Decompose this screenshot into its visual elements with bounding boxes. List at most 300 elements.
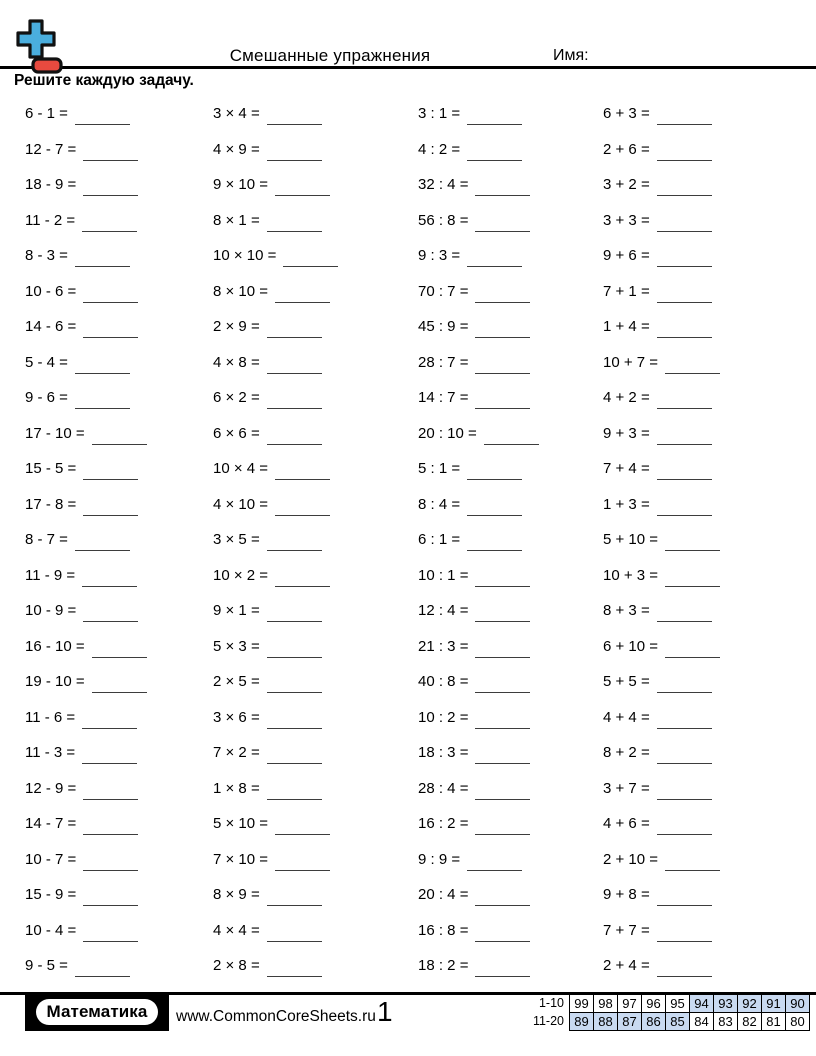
problem-cell (603, 913, 720, 949)
problem-cell (25, 132, 147, 168)
problem-expression: 10 × 2 = (213, 566, 269, 584)
problem-expression: 14 - 7 = (25, 815, 77, 833)
answer-blank[interactable] (267, 787, 322, 800)
problem-cell (603, 735, 720, 771)
answer-blank[interactable] (475, 964, 530, 977)
answer-blank[interactable] (83, 609, 138, 622)
problem-expression: 10 - 6 = (25, 282, 77, 300)
problem-cell (603, 238, 720, 274)
problem-cell (603, 771, 720, 807)
problem-expression: 16 : 2 = (418, 815, 469, 833)
answer-blank[interactable] (475, 574, 530, 587)
problem-expression: 18 - 9 = (25, 176, 77, 194)
problem-column-multiplication (213, 96, 338, 984)
problem-expression: 1 × 8 = (213, 779, 260, 797)
problem-expression: 5 × 3 = (213, 637, 260, 655)
problem-cell (603, 380, 720, 416)
problem-cell (213, 948, 338, 984)
score-cell: 91 (762, 995, 786, 1013)
problem-expression: 1 + 4 = (603, 318, 650, 336)
problem-cell (418, 238, 539, 274)
problem-cell (603, 948, 720, 984)
problem-cell (25, 771, 147, 807)
answer-blank[interactable] (83, 787, 138, 800)
problem-cell (418, 842, 539, 878)
problem-column-division (418, 96, 539, 984)
problem-expression: 14 : 7 = (418, 389, 469, 407)
answer-blank[interactable] (267, 112, 322, 125)
problem-expression: 3 × 5 = (213, 531, 260, 549)
problem-expression: 40 : 8 = (418, 673, 469, 691)
problem-expression: 10 + 7 = (603, 353, 659, 371)
problem-cell (25, 948, 147, 984)
problem-expression: 21 : 3 = (418, 637, 469, 655)
problem-cell (213, 238, 338, 274)
problem-cell (418, 345, 539, 381)
problem-cell (418, 487, 539, 523)
answer-blank[interactable] (83, 893, 138, 906)
problem-expression: 9 - 5 = (25, 957, 68, 975)
problem-expression: 15 - 9 = (25, 886, 77, 904)
answer-blank[interactable] (475, 893, 530, 906)
problem-expression: 4 : 2 = (418, 140, 461, 158)
problem-cell (418, 806, 539, 842)
problem-cell (213, 593, 338, 629)
answer-blank[interactable] (283, 254, 338, 267)
problem-expression: 8 + 2 = (603, 744, 650, 762)
answer-blank[interactable] (657, 432, 712, 445)
answer-blank[interactable] (275, 858, 330, 871)
problem-expression: 1 + 3 = (603, 495, 650, 513)
problem-cell (418, 948, 539, 984)
problem-expression: 9 × 1 = (213, 602, 260, 620)
problem-cell (25, 203, 147, 239)
answer-blank[interactable] (475, 219, 530, 232)
answer-blank[interactable] (467, 254, 522, 267)
problem-expression: 2 × 5 = (213, 673, 260, 691)
problem-cell (213, 522, 338, 558)
answer-blank[interactable] (475, 929, 530, 942)
minus-icon (33, 59, 61, 72)
problem-cell (25, 416, 147, 452)
problem-expression: 19 - 10 = (25, 673, 85, 691)
answer-blank[interactable] (475, 290, 530, 303)
answer-blank[interactable] (267, 716, 322, 729)
answer-blank[interactable] (467, 112, 522, 125)
problem-expression: 2 × 8 = (213, 957, 260, 975)
problem-expression: 10 × 10 = (213, 247, 277, 265)
problem-expression: 6 × 2 = (213, 389, 260, 407)
problem-expression: 9 + 3 = (603, 424, 650, 442)
answer-blank[interactable] (475, 645, 530, 658)
problem-expression: 9 × 10 = (213, 176, 269, 194)
problem-cell (603, 274, 720, 310)
answer-blank[interactable] (657, 396, 712, 409)
problem-expression: 6 × 6 = (213, 424, 260, 442)
problem-cell (25, 380, 147, 416)
problem-expression: 4 + 6 = (603, 815, 650, 833)
answer-blank[interactable] (75, 964, 130, 977)
problem-cell (603, 345, 720, 381)
problem-expression: 8 × 9 = (213, 886, 260, 904)
score-row-label: 11-20 (532, 1014, 564, 1028)
page-number: 1 (377, 996, 393, 1027)
problem-cell (418, 735, 539, 771)
answer-blank[interactable] (92, 645, 147, 658)
answer-blank[interactable] (275, 503, 330, 516)
answer-blank[interactable] (92, 432, 147, 445)
brand-box (25, 992, 169, 1031)
problem-cell (25, 913, 147, 949)
problem-expression: 11 - 3 = (25, 744, 76, 762)
answer-blank[interactable] (665, 645, 720, 658)
answer-blank[interactable] (267, 964, 322, 977)
problem-expression: 7 + 4 = (603, 460, 650, 478)
problem-expression: 3 + 3 = (603, 211, 650, 229)
problem-expression: 14 - 6 = (25, 318, 77, 336)
problem-cell (213, 487, 338, 523)
problem-cell (418, 700, 539, 736)
problem-expression: 2 + 4 = (603, 957, 650, 975)
score-cell: 95 (666, 995, 690, 1013)
answer-blank[interactable] (657, 716, 712, 729)
problems-grid (0, 96, 816, 984)
page-title: Смешанные упражнения (229, 46, 431, 65)
problem-cell (25, 167, 147, 203)
problem-column-addition (603, 96, 720, 984)
problem-expression: 6 : 1 = (418, 531, 461, 549)
problem-expression: 3 + 2 = (603, 176, 650, 194)
answer-blank[interactable] (467, 467, 522, 480)
answer-blank[interactable] (83, 858, 138, 871)
score-cell: 87 (618, 1013, 642, 1031)
problem-cell (213, 345, 338, 381)
problem-cell (213, 416, 338, 452)
problem-cell (213, 806, 338, 842)
problem-expression: 6 + 3 = (603, 105, 650, 123)
problem-expression: 20 : 10 = (418, 424, 477, 442)
answer-blank[interactable] (92, 680, 147, 693)
problem-expression: 12 - 7 = (25, 140, 77, 158)
answer-blank[interactable] (83, 325, 138, 338)
problem-cell (418, 167, 539, 203)
problem-expression: 12 : 4 = (418, 602, 469, 620)
answer-blank[interactable] (275, 183, 330, 196)
problem-expression: 8 - 3 = (25, 247, 68, 265)
problem-expression: 10 + 3 = (603, 566, 659, 584)
problem-cell (603, 629, 720, 665)
answer-blank[interactable] (467, 148, 522, 161)
answer-blank[interactable] (267, 645, 322, 658)
answer-blank[interactable] (267, 751, 322, 764)
problem-cell (418, 96, 539, 132)
answer-blank[interactable] (475, 361, 530, 374)
problem-expression: 11 - 2 = (25, 211, 76, 229)
score-cell: 84 (690, 1013, 714, 1031)
answer-blank[interactable] (475, 325, 530, 338)
answer-blank[interactable] (83, 148, 138, 161)
problem-expression: 18 : 2 = (418, 957, 469, 975)
problem-cell (603, 877, 720, 913)
answer-blank[interactable] (267, 538, 322, 551)
problem-cell (603, 309, 720, 345)
answer-blank[interactable] (267, 396, 322, 409)
problem-cell (213, 735, 338, 771)
score-cell: 80 (786, 1013, 810, 1031)
problem-cell (25, 522, 147, 558)
name-label: Имя: (553, 47, 589, 64)
problem-cell (25, 96, 147, 132)
answer-blank[interactable] (657, 787, 712, 800)
answer-blank[interactable] (475, 609, 530, 622)
plus-minus-logo-icon (13, 18, 63, 78)
answer-blank[interactable] (82, 751, 137, 764)
answer-blank[interactable] (475, 396, 530, 409)
answer-blank[interactable] (665, 538, 720, 551)
problem-expression: 12 - 9 = (25, 779, 77, 797)
answer-blank[interactable] (475, 680, 530, 693)
answer-blank[interactable] (267, 325, 322, 338)
answer-blank[interactable] (267, 432, 322, 445)
problem-cell (418, 416, 539, 452)
website-url: www.CommonCoreSheets.ru (176, 1008, 376, 1025)
problem-cell (418, 380, 539, 416)
problem-expression: 6 - 1 = (25, 105, 68, 123)
answer-blank[interactable] (267, 148, 322, 161)
score-cell: 90 (786, 995, 810, 1013)
answer-blank[interactable] (475, 183, 530, 196)
problem-cell (603, 842, 720, 878)
problem-cell (603, 664, 720, 700)
problem-cell (213, 629, 338, 665)
problem-expression: 7 + 7 = (603, 921, 650, 939)
problem-cell (213, 700, 338, 736)
problem-expression: 28 : 4 = (418, 779, 469, 797)
problem-cell (213, 664, 338, 700)
answer-blank[interactable] (475, 822, 530, 835)
problem-cell (213, 913, 338, 949)
problem-cell (418, 451, 539, 487)
problem-cell (213, 380, 338, 416)
score-cell: 98 (594, 995, 618, 1013)
problem-expression: 16 : 8 = (418, 921, 469, 939)
problem-cell (213, 771, 338, 807)
problem-cell (603, 487, 720, 523)
problem-expression: 28 : 7 = (418, 353, 469, 371)
answer-blank[interactable] (657, 751, 712, 764)
problem-cell (418, 664, 539, 700)
answer-blank[interactable] (665, 574, 720, 587)
answer-blank[interactable] (657, 254, 712, 267)
problem-expression: 32 : 4 = (418, 176, 469, 194)
answer-blank[interactable] (82, 574, 137, 587)
score-cell: 97 (618, 995, 642, 1013)
problem-cell (25, 806, 147, 842)
problem-cell (418, 913, 539, 949)
problem-expression: 3 : 1 = (418, 105, 461, 123)
problem-cell (213, 842, 338, 878)
problem-cell (25, 629, 147, 665)
problem-expression: 9 : 9 = (418, 850, 461, 868)
problem-expression: 10 : 2 = (418, 708, 469, 726)
answer-blank[interactable] (657, 964, 712, 977)
score-cell: 81 (762, 1013, 786, 1031)
problem-cell (603, 558, 720, 594)
problem-cell (25, 877, 147, 913)
problem-expression: 6 + 10 = (603, 637, 659, 655)
answer-blank[interactable] (657, 503, 712, 516)
answer-blank[interactable] (657, 609, 712, 622)
plus-icon (18, 21, 54, 57)
answer-blank[interactable] (75, 112, 130, 125)
problem-expression: 10 × 4 = (213, 460, 269, 478)
answer-blank[interactable] (275, 290, 330, 303)
answer-blank[interactable] (75, 396, 130, 409)
problem-expression: 11 - 9 = (25, 566, 76, 584)
answer-blank[interactable] (657, 112, 712, 125)
problem-expression: 20 : 4 = (418, 886, 469, 904)
answer-blank[interactable] (467, 538, 522, 551)
score-cell: 86 (642, 1013, 666, 1031)
answer-blank[interactable] (657, 822, 712, 835)
answer-blank[interactable] (657, 290, 712, 303)
score-cell: 94 (690, 995, 714, 1013)
problem-cell (25, 842, 147, 878)
problem-cell (213, 274, 338, 310)
answer-blank[interactable] (267, 361, 322, 374)
answer-blank[interactable] (657, 893, 712, 906)
answer-blank[interactable] (75, 254, 130, 267)
score-row (520, 995, 810, 1013)
problem-expression: 11 - 6 = (25, 708, 76, 726)
answer-blank[interactable] (657, 325, 712, 338)
answer-blank[interactable] (657, 219, 712, 232)
problem-cell (25, 664, 147, 700)
problem-expression: 4 + 2 = (603, 389, 650, 407)
problem-cell (418, 274, 539, 310)
problem-cell (25, 309, 147, 345)
answer-blank[interactable] (657, 148, 712, 161)
answer-blank[interactable] (467, 503, 522, 516)
problem-cell (603, 167, 720, 203)
answer-blank[interactable] (83, 503, 138, 516)
problem-expression: 8 + 3 = (603, 602, 650, 620)
answer-blank[interactable] (267, 929, 322, 942)
answer-blank[interactable] (657, 467, 712, 480)
problem-cell (418, 522, 539, 558)
problem-expression: 70 : 7 = (418, 282, 469, 300)
problem-column-subtraction (25, 96, 147, 984)
problem-cell (25, 451, 147, 487)
answer-blank[interactable] (83, 290, 138, 303)
answer-blank[interactable] (665, 361, 720, 374)
problem-expression: 4 × 10 = (213, 495, 269, 513)
score-cell: 96 (642, 995, 666, 1013)
problem-expression: 4 + 4 = (603, 708, 650, 726)
problem-expression: 5 + 10 = (603, 531, 659, 549)
answer-blank[interactable] (83, 929, 138, 942)
problem-cell (25, 593, 147, 629)
score-cell: 89 (570, 1013, 594, 1031)
problem-cell (25, 487, 147, 523)
problem-cell (603, 522, 720, 558)
answer-blank[interactable] (657, 929, 712, 942)
problem-cell (213, 203, 338, 239)
problem-cell (25, 700, 147, 736)
answer-blank[interactable] (267, 219, 322, 232)
answer-blank[interactable] (75, 538, 130, 551)
problem-expression: 4 × 8 = (213, 353, 260, 371)
problem-cell (25, 558, 147, 594)
answer-blank[interactable] (475, 787, 530, 800)
problem-cell (213, 877, 338, 913)
answer-blank[interactable] (267, 893, 322, 906)
problem-cell (213, 558, 338, 594)
problem-expression: 2 + 6 = (603, 140, 650, 158)
problem-expression: 4 × 4 = (213, 921, 260, 939)
answer-blank[interactable] (75, 361, 130, 374)
problem-expression: 10 - 4 = (25, 921, 77, 939)
problem-cell (418, 593, 539, 629)
problem-expression: 56 : 8 = (418, 211, 469, 229)
problem-cell (603, 416, 720, 452)
answer-blank[interactable] (275, 574, 330, 587)
problem-expression: 5 × 10 = (213, 815, 269, 833)
problem-cell (603, 451, 720, 487)
answer-blank[interactable] (657, 183, 712, 196)
problem-expression: 5 + 5 = (603, 673, 650, 691)
problem-expression: 45 : 9 = (418, 318, 469, 336)
answer-blank[interactable] (475, 716, 530, 729)
problem-cell (25, 735, 147, 771)
problem-cell (418, 771, 539, 807)
problem-expression: 3 + 7 = (603, 779, 650, 797)
problem-expression: 9 + 6 = (603, 247, 650, 265)
problem-cell (603, 132, 720, 168)
answer-blank[interactable] (275, 822, 330, 835)
score-cell: 92 (738, 995, 762, 1013)
answer-blank[interactable] (665, 858, 720, 871)
answer-blank[interactable] (83, 822, 138, 835)
answer-blank[interactable] (657, 680, 712, 693)
answer-blank[interactable] (83, 183, 138, 196)
answer-blank[interactable] (275, 467, 330, 480)
problem-expression: 17 - 10 = (25, 424, 85, 442)
problem-cell (418, 309, 539, 345)
answer-blank[interactable] (267, 680, 322, 693)
answer-blank[interactable] (82, 716, 137, 729)
score-row-label: 1-10 (538, 996, 564, 1010)
problem-cell (213, 167, 338, 203)
score-cell: 93 (714, 995, 738, 1013)
problem-expression: 8 - 7 = (25, 531, 68, 549)
problem-expression: 10 - 7 = (25, 850, 77, 868)
problem-cell (418, 203, 539, 239)
score-cell: 85 (666, 1013, 690, 1031)
answer-blank[interactable] (82, 219, 137, 232)
answer-blank[interactable] (484, 432, 539, 445)
problem-expression: 7 × 10 = (213, 850, 269, 868)
answer-blank[interactable] (475, 751, 530, 764)
problem-cell (603, 806, 720, 842)
problem-cell (418, 132, 539, 168)
answer-blank[interactable] (267, 609, 322, 622)
problem-expression: 8 × 10 = (213, 282, 269, 300)
problem-expression: 15 - 5 = (25, 460, 77, 478)
score-table-body (520, 995, 810, 1031)
answer-blank[interactable] (467, 858, 522, 871)
answer-blank[interactable] (83, 467, 138, 480)
